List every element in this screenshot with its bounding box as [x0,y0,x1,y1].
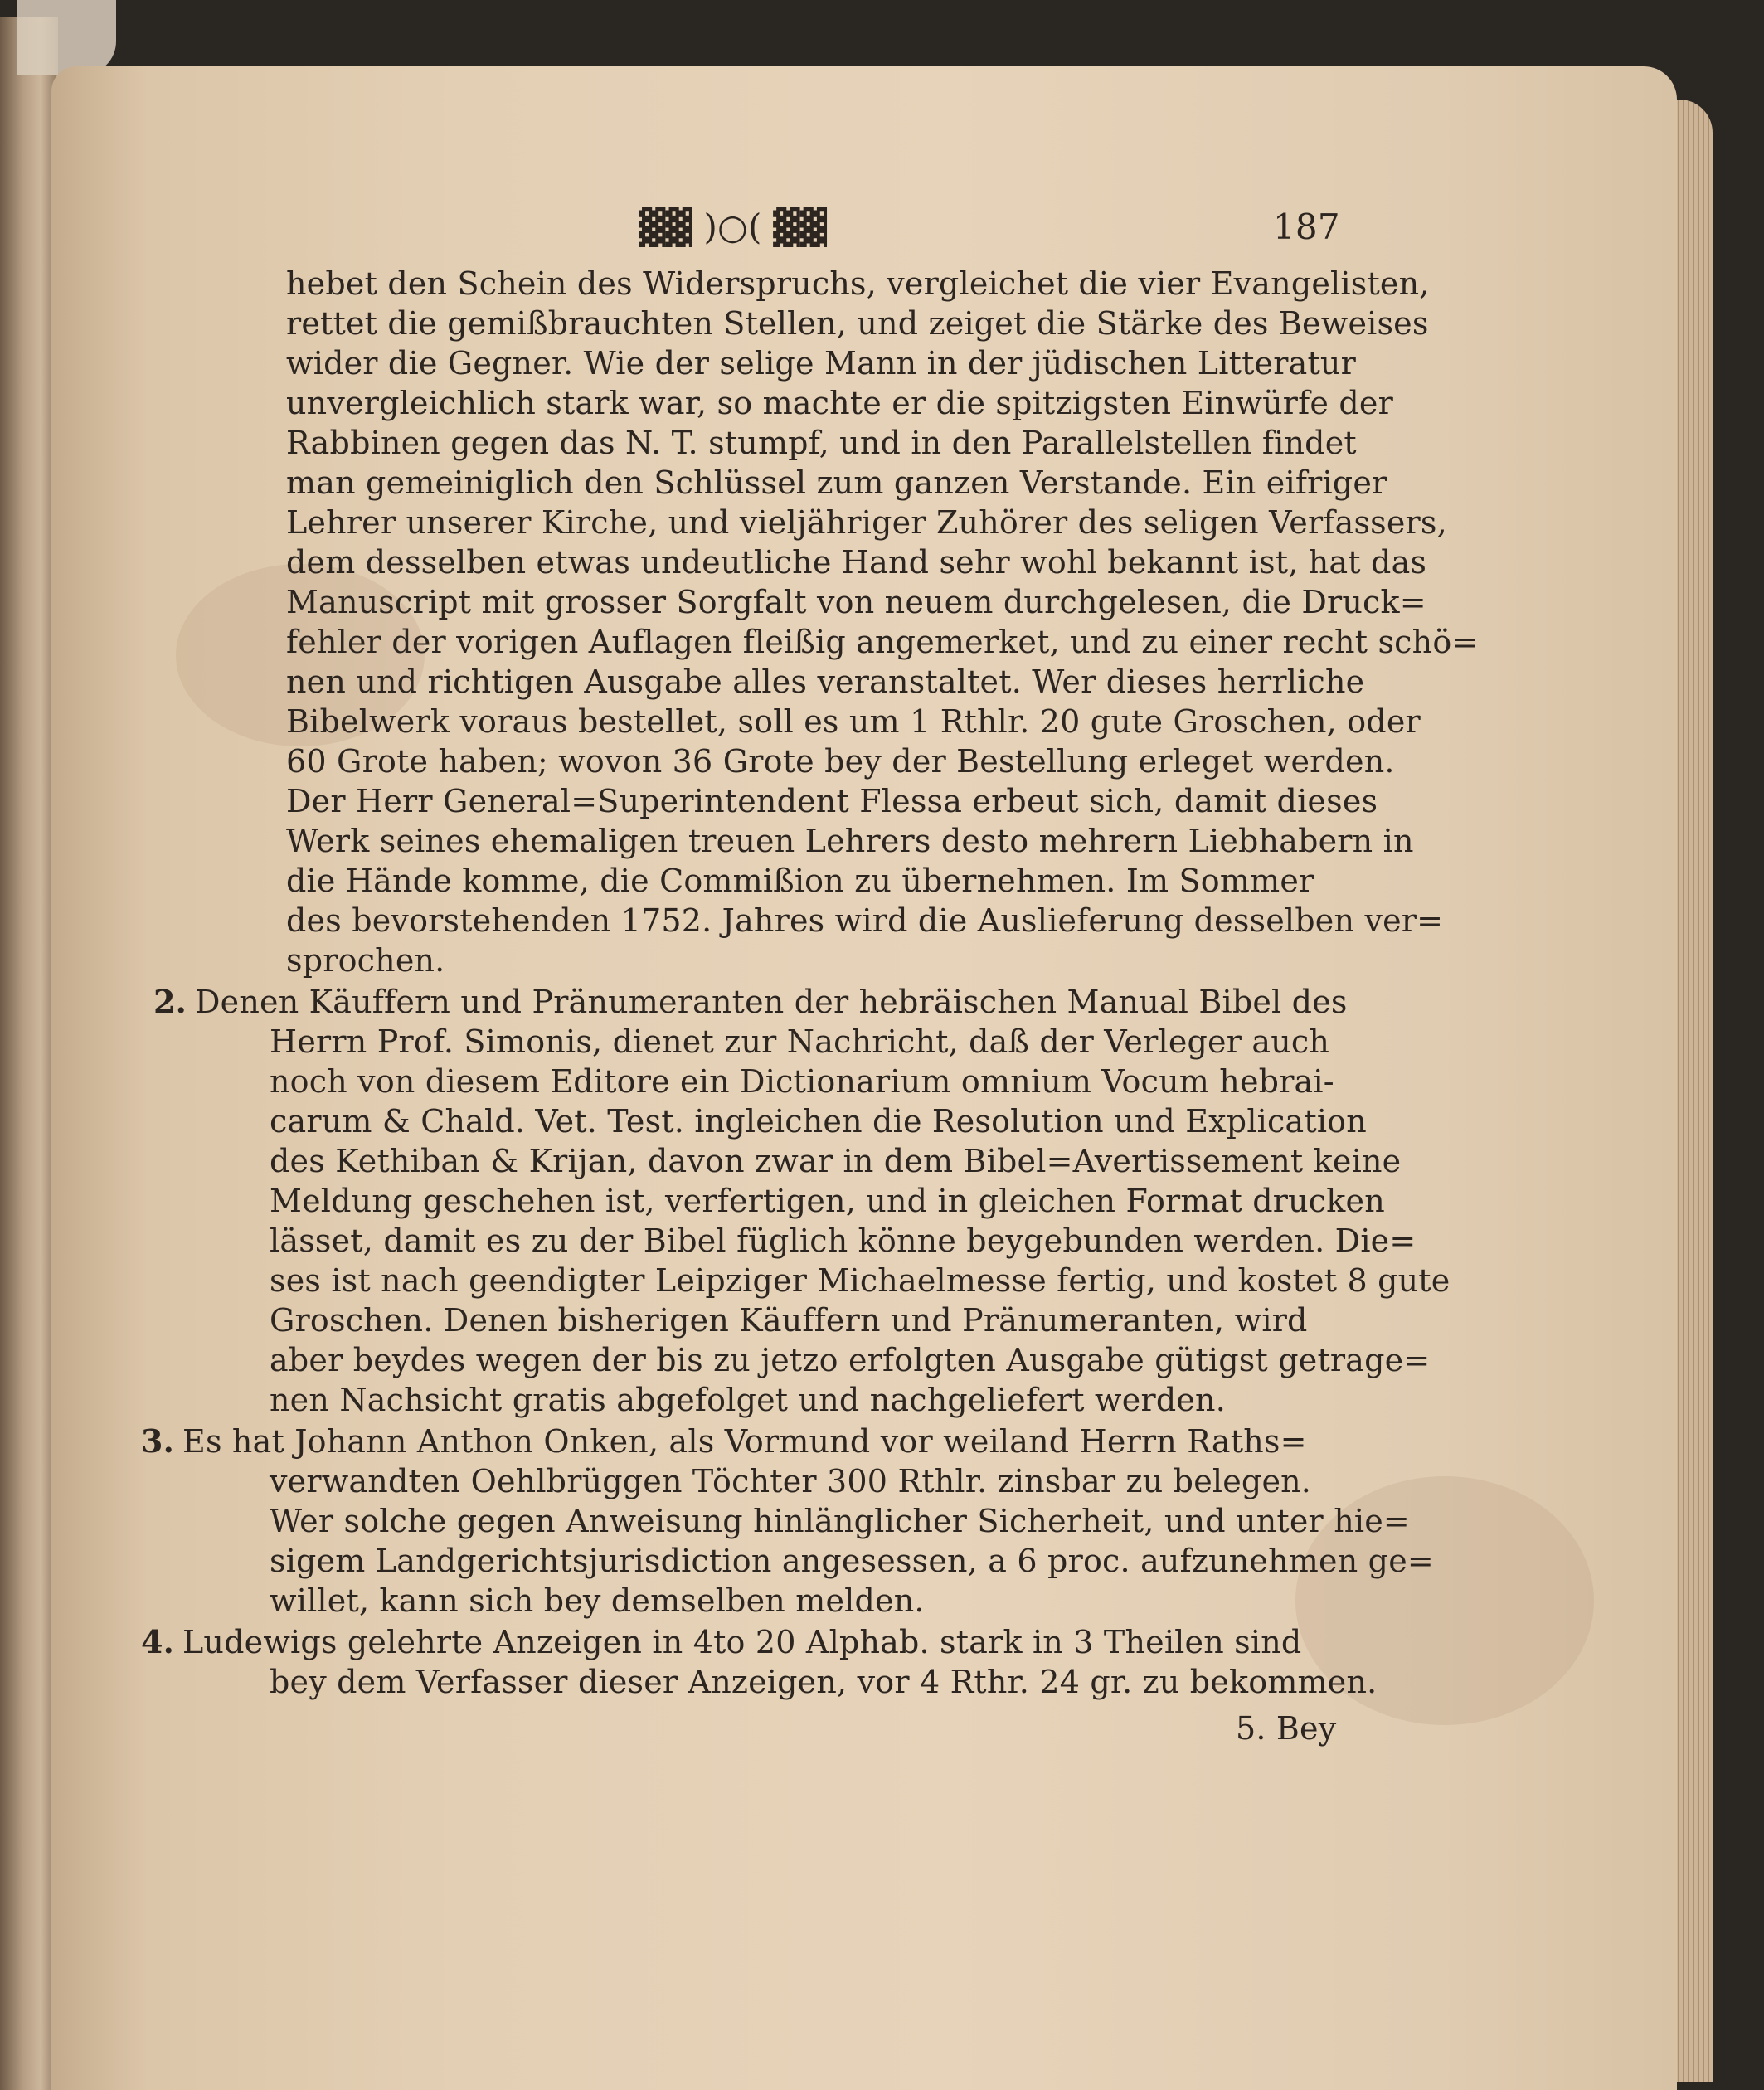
item-line: ses ist nach geendigter Leipziger Michaelmesse fertig, und kostet 8 gute [270,1262,1451,1299]
text-line: des bevorstehenden 1752. Jahres wird die Auslieferung desselben ver= [286,902,1444,939]
item-line: Es hat Johann Anthon Onken, als Vormund vor weiland Herrn Raths= [182,1423,1307,1460]
text-line: nen und richtigen Ausgabe alles veranstaltet. Wer dieses herrliche [286,663,1365,700]
text-line: Der Herr General=Superintendent Flessa erbeut sich, damit dieses [286,783,1378,819]
page-number: 187 [1273,207,1340,247]
text-line: Werk seines ehemaligen treuen Lehrers desto mehrern Liebhabern in [286,823,1414,859]
text-line: unvergleichlich stark war, so machte er die spitzigsten Einwürfe der [286,385,1393,421]
catchword: 5. Bey [1236,1710,1337,1747]
text-line: rettet die gemißbrauchten Stellen, und zeiget die Stärke des Beweises [286,305,1429,342]
text-line: wider die Gegner. Wie der selige Mann in der jüdischen Litteratur [286,345,1356,382]
item-line: Groschen. Denen bisherigen Käuffern und Pränumeranten, wird [270,1302,1308,1339]
text-line: dem desselben etwas undeutliche Hand sehr wohl bekannt ist, hat das [286,544,1427,581]
item-line: aber beydes wegen der bis zu jetzo erfolgten Ausgabe gütigst getrage= [270,1342,1431,1378]
item-line: verwandten Oehlbrüggen Töchter 300 Rthlr. zinsbar zu belegen. [270,1463,1312,1499]
item-line: carum & Chald. Vet. Test. ingleichen die Resolution und Explication [270,1103,1367,1140]
item-line: lässet, damit es zu der Bibel füglich könne beygebunden werden. Die= [270,1222,1417,1259]
item-line: Meldung geschehen ist, verfertigen, und in gleichen Format drucken [270,1183,1385,1219]
item-line: Denen Käuffern und Pränumeranten der hebräischen Manual Bibel des [195,984,1348,1020]
item-line: nen Nachsicht gratis abgefolget und nachgeliefert werden. [270,1382,1226,1418]
text-line: Manuscript mit grosser Sorgfalt von neuem durchgelesen, die Druck= [286,584,1426,620]
item-line: Ludewigs gelehrte Anzeigen in 4to 20 Alphab. stark in 3 Theilen sind [182,1624,1302,1660]
text-line: man gemeiniglich den Schlüssel zum ganzen Verstande. Ein eifriger [286,464,1387,501]
item-line: Wer solche gegen Anweisung hinlänglicher Sicherheit, und unter hie= [270,1503,1410,1539]
item-number: 2. [153,983,187,1020]
header-ornament: ▓▓ )○( ▓▓ [639,207,828,247]
item-line: des Kethiban & Krijan, davon zwar in dem Bibel=Avertissement keine [270,1143,1402,1179]
text-line: die Hände komme, die Commißion zu übernehmen. Im Sommer [286,863,1314,899]
item-line: noch von diesem Editore ein Dictionarium omnium Vocum hebrai- [270,1063,1334,1100]
item-line: willet, kann sich bey demselben melden. [270,1582,925,1619]
item-line: bey dem Verfasser dieser Anzeigen, vor 4 Rthr. 24 gr. zu bekommen. [270,1664,1378,1700]
text-line: hebet den Schein des Widerspruchs, vergleichet die vier Evangelisten, [286,265,1430,302]
item-line: sigem Landgerichtsjurisdiction angesessen, a 6 proc. aufzunehmen ge= [270,1543,1434,1579]
item-number: 3. [141,1422,175,1460]
item-line: Herrn Prof. Simonis, dienet zur Nachricht, daß der Verleger auch [270,1023,1330,1060]
text-line: Lehrer unserer Kirche, und vieljähriger Zuhörer des seligen Verfassers, [286,504,1447,541]
item-number: 4. [141,1623,175,1660]
text-line: sprochen. [286,942,445,979]
text-line: Rabbinen gegen das N. T. stumpf, und in den Parallelstellen findet [286,425,1357,461]
text-line: 60 Grote haben; wovon 36 Grote bey der Bestellung erleget werden. [286,743,1395,780]
text-line: Bibelwerk voraus bestellet, soll es um 1 Rthlr. 20 gute Groschen, oder [286,703,1421,740]
text-line: fehler der vorigen Auflagen fleißig angemerket, und zu einer recht schö= [286,624,1479,660]
